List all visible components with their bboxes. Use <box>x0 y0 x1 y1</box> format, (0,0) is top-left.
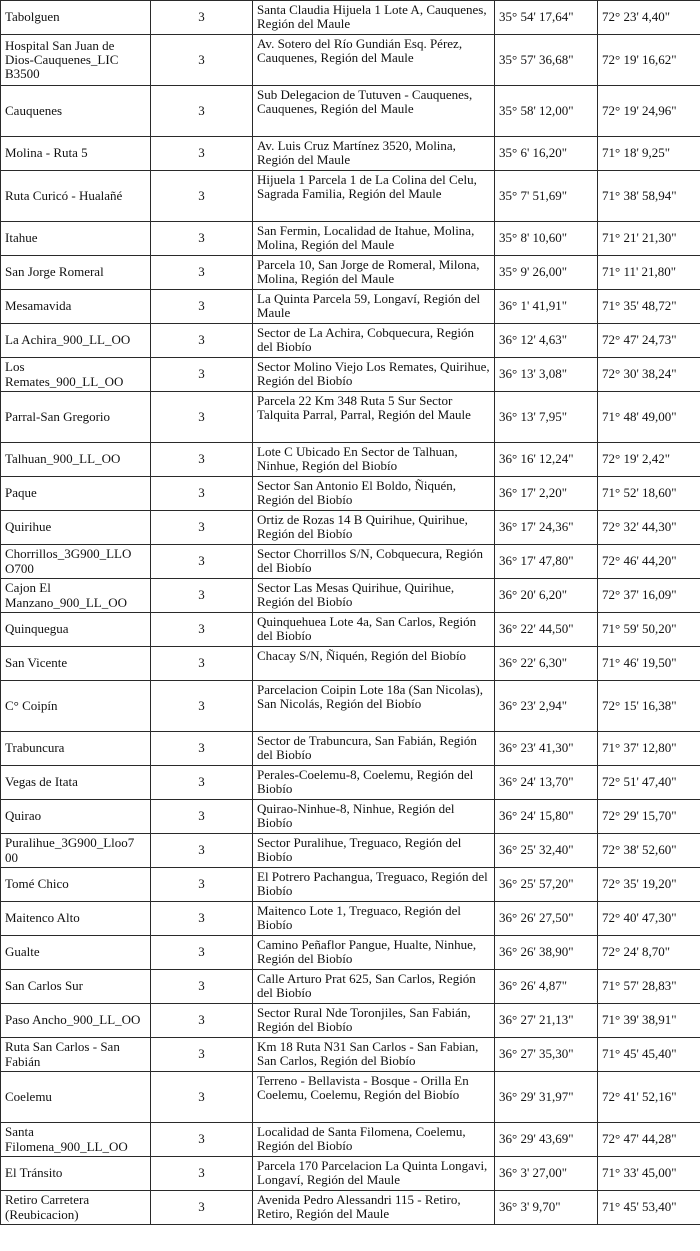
band-cell: 3 <box>151 35 253 86</box>
site-name-cell: Itahue <box>1 222 151 256</box>
longitude-cell: 72° 30' 38,24" <box>598 358 700 392</box>
address-cell: Hijuela 1 Parcela 1 de La Colina del Celu, Sagrada Familia, Región del Maule <box>253 171 495 222</box>
longitude-cell: 71° 59' 50,20" <box>598 613 700 647</box>
address-cell: Km 18 Ruta N31 San Carlos - San Fabian, San Carlos, Región del Biobío <box>253 1038 495 1072</box>
table-row <box>1 324 700 358</box>
site-name-cell: Ruta Curicó - Hualañé <box>1 171 151 222</box>
address-cell: Av. Sotero del Río Gundián Esq. Pérez, Cauquenes, Región del Maule <box>253 35 495 86</box>
latitude-cell: 36° 27' 35,30" <box>495 1038 598 1072</box>
table-row <box>1 1 700 35</box>
sites-table-body <box>1 1 700 1225</box>
band-cell: 3 <box>151 732 253 766</box>
latitude-cell: 36° 20' 6,20" <box>495 579 598 613</box>
longitude-cell: 71° 35' 48,72" <box>598 290 700 324</box>
band-cell: 3 <box>151 545 253 579</box>
band-cell: 3 <box>151 1 253 35</box>
latitude-cell: 36° 26' 38,90" <box>495 936 598 970</box>
latitude-cell: 36° 22' 44,50" <box>495 613 598 647</box>
site-name-cell: Quirao <box>1 800 151 834</box>
address-cell: Avenida Pedro Alessandri 115 - Retiro, Retiro, Región del Maule <box>253 1191 495 1225</box>
table-row <box>1 902 700 936</box>
band-cell: 3 <box>151 86 253 137</box>
address-cell: Parcela 10, San Jorge de Romeral, Milona, Molina, Región del Maule <box>253 256 495 290</box>
longitude-cell: 72° 38' 52,60" <box>598 834 700 868</box>
latitude-cell: 35° 57' 36,68" <box>495 35 598 86</box>
longitude-cell: 72° 15' 16,38" <box>598 681 700 732</box>
latitude-cell: 36° 17' 24,36" <box>495 511 598 545</box>
table-row <box>1 1038 700 1072</box>
address-cell: Quirao-Ninhue-8, Ninhue, Región del Biobío <box>253 800 495 834</box>
longitude-cell: 71° 52' 18,60" <box>598 477 700 511</box>
longitude-cell: 71° 11' 21,80" <box>598 256 700 290</box>
site-name-cell: Paque <box>1 477 151 511</box>
band-cell: 3 <box>151 1191 253 1225</box>
latitude-cell: 36° 17' 2,20" <box>495 477 598 511</box>
site-name-cell: Chorrillos_3G900_LLO O700 <box>1 545 151 579</box>
latitude-cell: 36° 23' 41,30" <box>495 732 598 766</box>
site-name-cell: C° Coipín <box>1 681 151 732</box>
site-name-cell: Tabolguen <box>1 1 151 35</box>
address-cell: Terreno - Bellavista - Bosque - Orilla En Coelemu, Coelemu, Región del Biobío <box>253 1072 495 1123</box>
site-name-cell: Quirihue <box>1 511 151 545</box>
address-cell: Camino Peñaflor Pangue, Hualte, Ninhue, Región del Biobío <box>253 936 495 970</box>
latitude-cell: 36° 13' 7,95" <box>495 392 598 443</box>
longitude-cell: 71° 37' 12,80" <box>598 732 700 766</box>
address-cell: Sector Rural Nde Toronjiles, San Fabián, Región del Biobío <box>253 1004 495 1038</box>
table-row <box>1 868 700 902</box>
address-cell: Sector Puralihue, Treguaco, Región del Biobío <box>253 834 495 868</box>
longitude-cell: 72° 24' 8,70" <box>598 936 700 970</box>
band-cell: 3 <box>151 613 253 647</box>
site-name-cell: Retiro Carretera (Reubicacion) <box>1 1191 151 1225</box>
latitude-cell: 36° 24' 13,70" <box>495 766 598 800</box>
table-row <box>1 35 700 86</box>
longitude-cell: 72° 19' 16,62" <box>598 35 700 86</box>
address-cell: El Potrero Pachangua, Treguaco, Región del Biobío <box>253 868 495 902</box>
latitude-cell: 35° 7' 51,69" <box>495 171 598 222</box>
latitude-cell: 36° 25' 32,40" <box>495 834 598 868</box>
band-cell: 3 <box>151 936 253 970</box>
latitude-cell: 36° 3' 27,00" <box>495 1157 598 1191</box>
longitude-cell: 72° 47' 24,73" <box>598 324 700 358</box>
table-row <box>1 1004 700 1038</box>
band-cell: 3 <box>151 579 253 613</box>
table-row <box>1 800 700 834</box>
site-name-cell: Tomé Chico <box>1 868 151 902</box>
longitude-cell: 72° 37' 16,09" <box>598 579 700 613</box>
address-cell: Av. Luis Cruz Martínez 3520, Molina, Región del Maule <box>253 137 495 171</box>
band-cell: 3 <box>151 1157 253 1191</box>
band-cell: 3 <box>151 868 253 902</box>
band-cell: 3 <box>151 970 253 1004</box>
site-name-cell: Paso Ancho_900_LL_OO <box>1 1004 151 1038</box>
longitude-cell: 72° 19' 24,96" <box>598 86 700 137</box>
site-name-cell: Puralihue_3G900_Lloo7 00 <box>1 834 151 868</box>
table-row <box>1 392 700 443</box>
table-row <box>1 1157 700 1191</box>
table-row <box>1 86 700 137</box>
band-cell: 3 <box>151 681 253 732</box>
address-cell: Chacay S/N, Ñiquén, Región del Biobío <box>253 647 495 681</box>
band-cell: 3 <box>151 477 253 511</box>
site-name-cell: San Carlos Sur <box>1 970 151 1004</box>
band-cell: 3 <box>151 511 253 545</box>
site-name-cell: Hospital San Juan de Dios-Cauquenes_LIC B3500 <box>1 35 151 86</box>
longitude-cell: 71° 57' 28,83" <box>598 970 700 1004</box>
longitude-cell: 71° 33' 45,00" <box>598 1157 700 1191</box>
address-cell: Perales-Coelemu-8, Coelemu, Región del Biobío <box>253 766 495 800</box>
latitude-cell: 36° 22' 6,30" <box>495 647 598 681</box>
latitude-cell: 36° 27' 21,13" <box>495 1004 598 1038</box>
table-row <box>1 1072 700 1123</box>
address-cell: San Fermin, Localidad de Itahue, Molina, Molina, Región del Maule <box>253 222 495 256</box>
address-cell: Maitenco Lote 1, Treguaco, Región del Biobío <box>253 902 495 936</box>
site-name-cell: Parral-San Gregorio <box>1 392 151 443</box>
site-name-cell: Santa Filomena_900_LL_OO <box>1 1123 151 1157</box>
site-name-cell: San Vicente <box>1 647 151 681</box>
table-row <box>1 443 700 477</box>
table-row <box>1 545 700 579</box>
latitude-cell: 36° 26' 4,87" <box>495 970 598 1004</box>
site-name-cell: La Achira_900_LL_OO <box>1 324 151 358</box>
table-row <box>1 936 700 970</box>
band-cell: 3 <box>151 290 253 324</box>
longitude-cell: 72° 46' 44,20" <box>598 545 700 579</box>
latitude-cell: 35° 6' 16,20" <box>495 137 598 171</box>
latitude-cell: 35° 9' 26,00" <box>495 256 598 290</box>
address-cell: Calle Arturo Prat 625, San Carlos, Región del Biobío <box>253 970 495 1004</box>
table-row <box>1 358 700 392</box>
site-name-cell: Mesamavida <box>1 290 151 324</box>
latitude-cell: 36° 13' 3,08" <box>495 358 598 392</box>
address-cell: Sector Las Mesas Quirihue, Quirihue, Región del Biobío <box>253 579 495 613</box>
site-name-cell: Ruta San Carlos - San Fabián <box>1 1038 151 1072</box>
longitude-cell: 72° 41' 52,16" <box>598 1072 700 1123</box>
address-cell: Quinquehuea Lote 4a, San Carlos, Región del Biobío <box>253 613 495 647</box>
longitude-cell: 71° 39' 38,91" <box>598 1004 700 1038</box>
address-cell: Parcelacion Coipin Lote 18a (San Nicolas), San Nicolás, Región del Biobío <box>253 681 495 732</box>
site-name-cell: Coelemu <box>1 1072 151 1123</box>
site-name-cell: Talhuan_900_LL_OO <box>1 443 151 477</box>
table-row <box>1 579 700 613</box>
table-row <box>1 681 700 732</box>
latitude-cell: 36° 3' 9,70" <box>495 1191 598 1225</box>
address-cell: Localidad de Santa Filomena, Coelemu, Región del Biobío <box>253 1123 495 1157</box>
address-cell: Sector de Trabuncura, San Fabián, Región del Biobío <box>253 732 495 766</box>
address-cell: Ortiz de Rozas 14 B Quirihue, Quirihue, Región del Biobío <box>253 511 495 545</box>
band-cell: 3 <box>151 1038 253 1072</box>
longitude-cell: 72° 32' 44,30" <box>598 511 700 545</box>
table-row <box>1 477 700 511</box>
band-cell: 3 <box>151 171 253 222</box>
site-name-cell: Cauquenes <box>1 86 151 137</box>
longitude-cell: 72° 40' 47,30" <box>598 902 700 936</box>
table-row <box>1 171 700 222</box>
band-cell: 3 <box>151 137 253 171</box>
longitude-cell: 71° 21' 21,30" <box>598 222 700 256</box>
longitude-cell: 72° 51' 47,40" <box>598 766 700 800</box>
address-cell: Sector Chorrillos S/N, Cobquecura, Región del Biobío <box>253 545 495 579</box>
table-row <box>1 511 700 545</box>
band-cell: 3 <box>151 1004 253 1038</box>
table-row <box>1 613 700 647</box>
longitude-cell: 72° 19' 2,42" <box>598 443 700 477</box>
address-cell: Sector de La Achira, Cobquecura, Región del Biobío <box>253 324 495 358</box>
site-name-cell: Trabuncura <box>1 732 151 766</box>
table-row <box>1 137 700 171</box>
site-name-cell: Molina - Ruta 5 <box>1 137 151 171</box>
table-row <box>1 256 700 290</box>
band-cell: 3 <box>151 392 253 443</box>
latitude-cell: 36° 26' 27,50" <box>495 902 598 936</box>
latitude-cell: 36° 16' 12,24" <box>495 443 598 477</box>
band-cell: 3 <box>151 647 253 681</box>
site-name-cell: Gualte <box>1 936 151 970</box>
longitude-cell: 72° 47' 44,28" <box>598 1123 700 1157</box>
address-cell: Parcela 170 Parcelacion La Quinta Longavi, Longaví, Región del Maule <box>253 1157 495 1191</box>
band-cell: 3 <box>151 443 253 477</box>
band-cell: 3 <box>151 358 253 392</box>
band-cell: 3 <box>151 222 253 256</box>
site-name-cell: Cajon El Manzano_900_LL_OO <box>1 579 151 613</box>
table-row <box>1 834 700 868</box>
longitude-cell: 71° 46' 19,50" <box>598 647 700 681</box>
table-row <box>1 290 700 324</box>
band-cell: 3 <box>151 1072 253 1123</box>
table-row <box>1 970 700 1004</box>
latitude-cell: 36° 17' 47,80" <box>495 545 598 579</box>
latitude-cell: 36° 1' 41,91" <box>495 290 598 324</box>
site-name-cell: Vegas de Itata <box>1 766 151 800</box>
table-row <box>1 647 700 681</box>
latitude-cell: 36° 25' 57,20" <box>495 868 598 902</box>
band-cell: 3 <box>151 766 253 800</box>
latitude-cell: 35° 58' 12,00" <box>495 86 598 137</box>
table-row <box>1 732 700 766</box>
longitude-cell: 71° 38' 58,94" <box>598 171 700 222</box>
band-cell: 3 <box>151 324 253 358</box>
band-cell: 3 <box>151 902 253 936</box>
table-row <box>1 1123 700 1157</box>
band-cell: 3 <box>151 800 253 834</box>
longitude-cell: 72° 29' 15,70" <box>598 800 700 834</box>
latitude-cell: 36° 24' 15,80" <box>495 800 598 834</box>
longitude-cell: 71° 45' 45,40" <box>598 1038 700 1072</box>
site-name-cell: San Jorge Romeral <box>1 256 151 290</box>
site-name-cell: Los Remates_900_LL_OO <box>1 358 151 392</box>
table-row <box>1 222 700 256</box>
address-cell: Sector San Antonio El Boldo, Ñiquén, Región del Biobío <box>253 477 495 511</box>
longitude-cell: 71° 45' 53,40" <box>598 1191 700 1225</box>
longitude-cell: 72° 23' 4,40" <box>598 1 700 35</box>
band-cell: 3 <box>151 1123 253 1157</box>
longitude-cell: 71° 18' 9,25" <box>598 137 700 171</box>
site-name-cell: Maitenco Alto <box>1 902 151 936</box>
band-cell: 3 <box>151 834 253 868</box>
latitude-cell: 35° 8' 10,60" <box>495 222 598 256</box>
address-cell: Santa Claudia Hijuela 1 Lote A, Cauquenes, Región del Maule <box>253 1 495 35</box>
latitude-cell: 36° 29' 43,69" <box>495 1123 598 1157</box>
table-row <box>1 766 700 800</box>
address-cell: Parcela 22 Km 348 Ruta 5 Sur Sector Talquita Parral, Parral, Región del Maule <box>253 392 495 443</box>
address-cell: Sub Delegacion de Tutuven - Cauquenes, Cauquenes, Región del Maule <box>253 86 495 137</box>
longitude-cell: 72° 35' 19,20" <box>598 868 700 902</box>
site-name-cell: Quinquegua <box>1 613 151 647</box>
latitude-cell: 35° 54' 17,64" <box>495 1 598 35</box>
latitude-cell: 36° 29' 31,97" <box>495 1072 598 1123</box>
address-cell: La Quinta Parcela 59, Longaví, Región del Maule <box>253 290 495 324</box>
table-row <box>1 1191 700 1225</box>
address-cell: Lote C Ubicado En Sector de Talhuan, Ninhue, Región del Biobío <box>253 443 495 477</box>
latitude-cell: 36° 23' 2,94" <box>495 681 598 732</box>
site-name-cell: El Tránsito <box>1 1157 151 1191</box>
band-cell: 3 <box>151 256 253 290</box>
latitude-cell: 36° 12' 4,63" <box>495 324 598 358</box>
longitude-cell: 71° 48' 49,00" <box>598 392 700 443</box>
address-cell: Sector Molino Viejo Los Remates, Quirihue, Región del Biobío <box>253 358 495 392</box>
